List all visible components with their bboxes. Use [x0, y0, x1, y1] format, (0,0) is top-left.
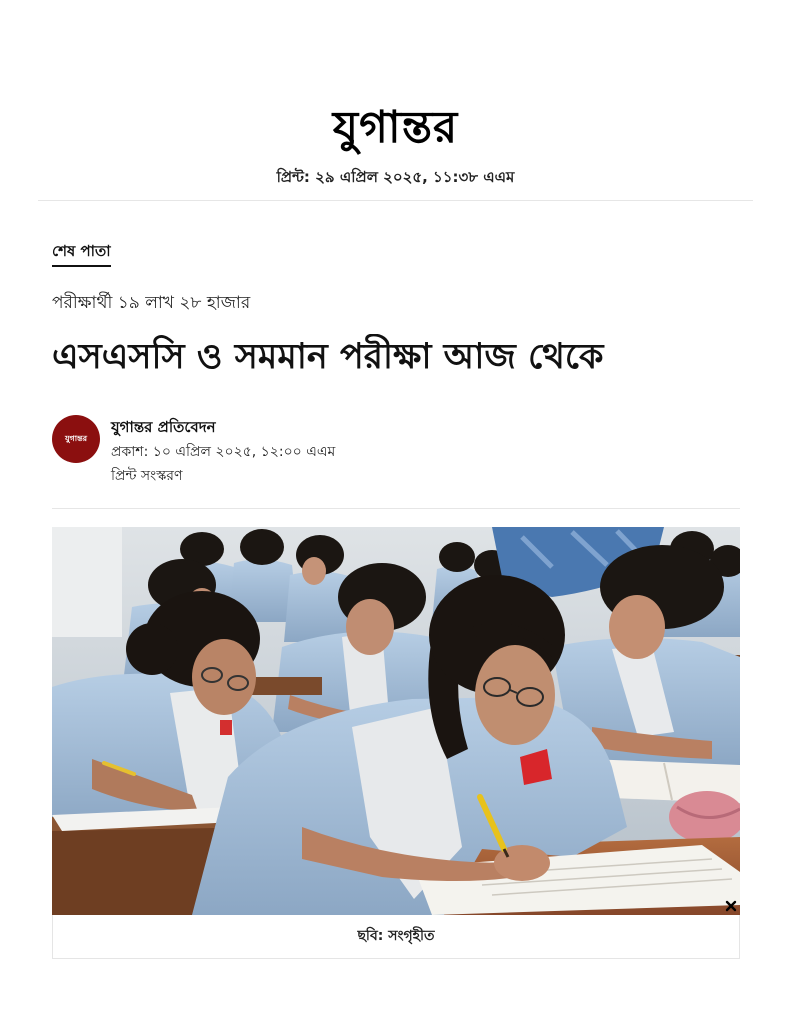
avatar-logo: যুগান্তর: [64, 432, 88, 443]
masthead-divider: [38, 200, 753, 201]
article-headline: এসএসসি ও সমমান পরীক্ষা আজ থেকে: [52, 337, 604, 377]
article-photo: [52, 527, 740, 915]
edition-label: প্রিন্ট সংস্করণ: [111, 468, 183, 484]
author-avatar: [52, 415, 100, 463]
author-name: যুগান্তর প্রতিবেদন: [111, 418, 216, 436]
close-icon[interactable]: [724, 898, 738, 912]
masthead-logo: যুগান্তর: [332, 102, 459, 153]
exam-hall-illustration: [52, 527, 740, 915]
photo-caption-box: [52, 915, 740, 959]
published-date: প্রকাশ: ১০ এপ্রিল ২০২৫, ১২:০০ এএম: [111, 444, 336, 460]
article-shoulder: পরীক্ষার্থী ১৯ লাখ ২৮ হাজার: [52, 293, 251, 313]
section-link[interactable]: শেষ পাতা: [52, 240, 111, 267]
print-timestamp: প্রিন্ট: ২৯ এপ্রিল ২০২৫, ১১:৩৮ এএম: [276, 168, 515, 186]
photo-caption: ছবি: সংগৃহীত: [357, 928, 435, 944]
byline-divider: [52, 508, 740, 509]
